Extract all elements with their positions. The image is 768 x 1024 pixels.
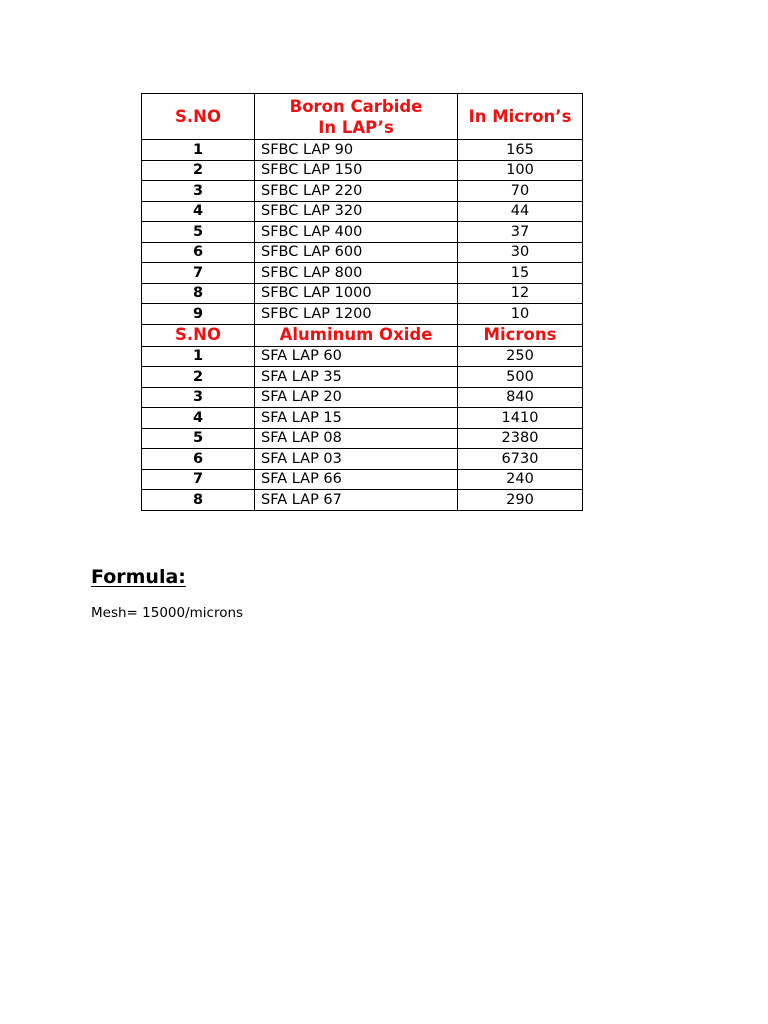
lap-size-table bbox=[141, 93, 583, 511]
sno-cell: 3 bbox=[142, 387, 255, 408]
table-row bbox=[142, 304, 583, 325]
sno-cell: 6 bbox=[142, 449, 255, 470]
sno-cell: 9 bbox=[142, 304, 255, 325]
lap-name-cell: SFA LAP 67 bbox=[255, 490, 458, 511]
micron-value-cell: 15 bbox=[458, 263, 583, 284]
micron-value-cell: 250 bbox=[458, 346, 583, 367]
micron-value-cell: 30 bbox=[458, 242, 583, 263]
sno-cell: 4 bbox=[142, 408, 255, 429]
sno-cell: 8 bbox=[142, 283, 255, 304]
lap-name-cell: SFA LAP 20 bbox=[255, 387, 458, 408]
boron-carbide-header-row bbox=[142, 94, 583, 140]
lap-name-cell: SFBC LAP 1200 bbox=[255, 304, 458, 325]
sno-cell: 1 bbox=[142, 140, 255, 161]
alox-value-header: Microns bbox=[458, 324, 583, 346]
lap-name-cell: SFBC LAP 600 bbox=[255, 242, 458, 263]
alox-name-header: Aluminum Oxide bbox=[255, 324, 458, 346]
lap-name-cell: SFA LAP 60 bbox=[255, 346, 458, 367]
micron-value-cell: 240 bbox=[458, 469, 583, 490]
sno-cell: 6 bbox=[142, 242, 255, 263]
micron-value-cell: 6730 bbox=[458, 449, 583, 470]
sno-cell: 4 bbox=[142, 201, 255, 222]
micron-value-cell: 12 bbox=[458, 283, 583, 304]
alox-sno-header: S.NO bbox=[142, 324, 255, 346]
aluminum-oxide-header-row bbox=[142, 324, 583, 346]
formula-heading: Formula: bbox=[91, 566, 186, 588]
micron-value-cell: 290 bbox=[458, 490, 583, 511]
table-row bbox=[142, 242, 583, 263]
sno-cell: 8 bbox=[142, 490, 255, 511]
table-row bbox=[142, 449, 583, 470]
sno-cell: 2 bbox=[142, 160, 255, 181]
lap-name-cell: SFA LAP 35 bbox=[255, 367, 458, 388]
table-row bbox=[142, 428, 583, 449]
lap-name-cell: SFBC LAP 320 bbox=[255, 201, 458, 222]
lap-name-cell: SFA LAP 08 bbox=[255, 428, 458, 449]
table-row bbox=[142, 469, 583, 490]
micron-value-cell: 2380 bbox=[458, 428, 583, 449]
micron-value-cell: 840 bbox=[458, 387, 583, 408]
formula-text: Mesh= 15000/microns bbox=[91, 605, 244, 621]
sno-cell: 5 bbox=[142, 222, 255, 243]
boron-name-header bbox=[255, 94, 458, 140]
table-row bbox=[142, 346, 583, 367]
sno-cell: 1 bbox=[142, 346, 255, 367]
sno-cell: 5 bbox=[142, 428, 255, 449]
table-row bbox=[142, 367, 583, 388]
lap-name-cell: SFA LAP 03 bbox=[255, 449, 458, 470]
table-row bbox=[142, 222, 583, 243]
boron-name-header-line2: In LAP’s bbox=[318, 117, 394, 137]
table-row bbox=[142, 408, 583, 429]
micron-value-cell: 10 bbox=[458, 304, 583, 325]
boron-sno-header: S.NO bbox=[142, 94, 255, 140]
table-row bbox=[142, 387, 583, 408]
micron-value-cell: 37 bbox=[458, 222, 583, 243]
sno-cell: 7 bbox=[142, 263, 255, 284]
table-row bbox=[142, 263, 583, 284]
lap-name-cell: SFBC LAP 400 bbox=[255, 222, 458, 243]
micron-value-cell: 44 bbox=[458, 201, 583, 222]
boron-value-header: In Micron’s bbox=[458, 94, 583, 140]
micron-value-cell: 1410 bbox=[458, 408, 583, 429]
lap-name-cell: SFA LAP 15 bbox=[255, 408, 458, 429]
lap-name-cell: SFBC LAP 90 bbox=[255, 140, 458, 161]
lap-name-cell: SFA LAP 66 bbox=[255, 469, 458, 490]
sno-cell: 3 bbox=[142, 181, 255, 202]
micron-value-cell: 500 bbox=[458, 367, 583, 388]
table-row bbox=[142, 160, 583, 181]
micron-value-cell: 70 bbox=[458, 181, 583, 202]
lap-name-cell: SFBC LAP 1000 bbox=[255, 283, 458, 304]
table-body bbox=[142, 94, 583, 511]
table-row bbox=[142, 181, 583, 202]
lap-name-cell: SFBC LAP 220 bbox=[255, 181, 458, 202]
lap-name-cell: SFBC LAP 800 bbox=[255, 263, 458, 284]
table-row bbox=[142, 201, 583, 222]
table-row bbox=[142, 490, 583, 511]
table-row bbox=[142, 140, 583, 161]
micron-value-cell: 165 bbox=[458, 140, 583, 161]
lap-name-cell: SFBC LAP 150 bbox=[255, 160, 458, 181]
table-row bbox=[142, 283, 583, 304]
sno-cell: 2 bbox=[142, 367, 255, 388]
micron-value-cell: 100 bbox=[458, 160, 583, 181]
sno-cell: 7 bbox=[142, 469, 255, 490]
boron-name-header-line1: Boron Carbide bbox=[289, 96, 423, 116]
